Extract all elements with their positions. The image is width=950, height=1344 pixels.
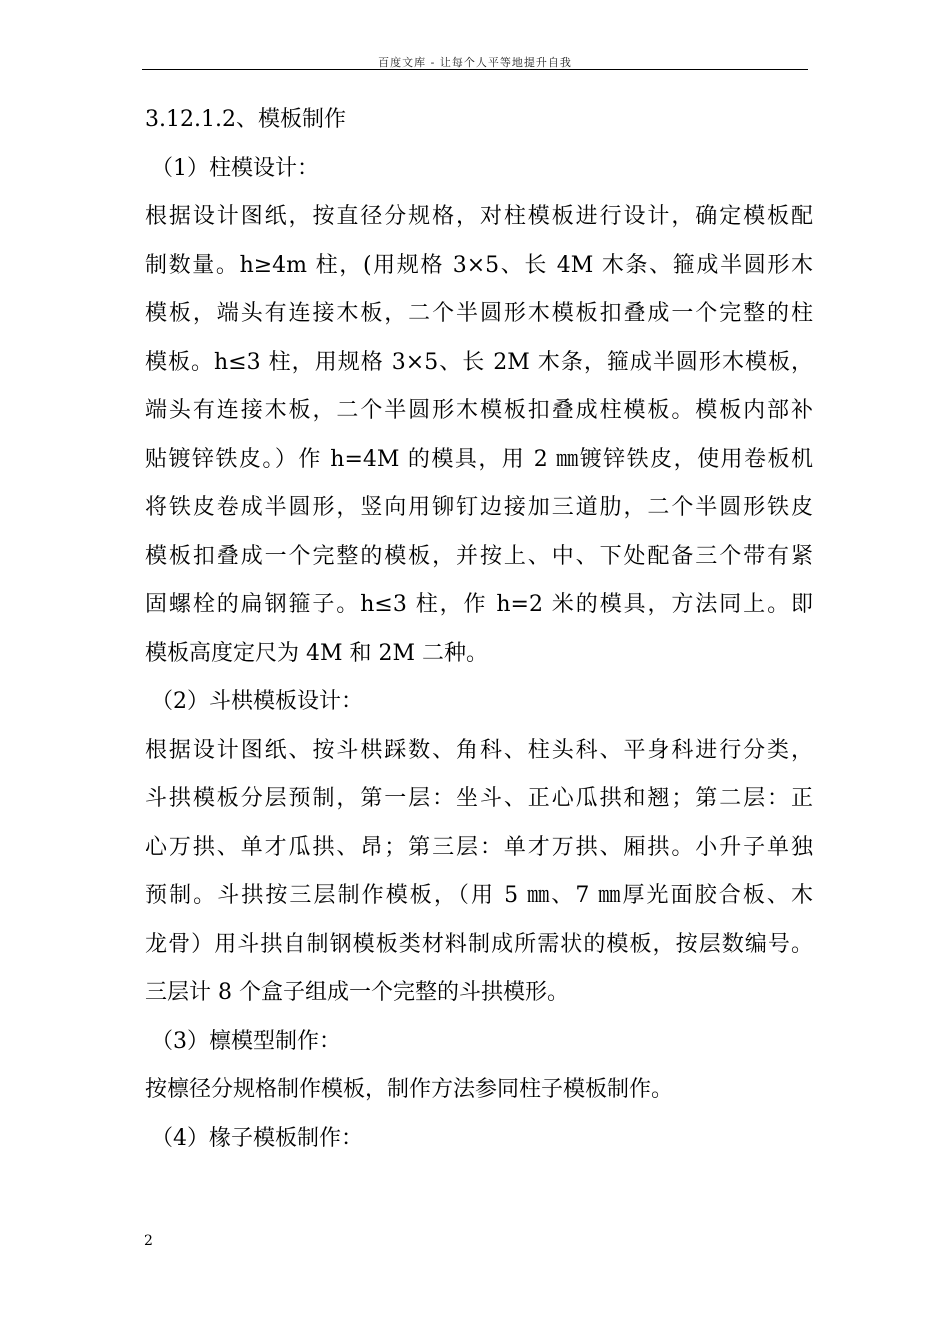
paragraph-line: 按檩径分规格制作模板，制作方法参同柱子模板制作。: [145, 1077, 674, 1102]
paragraph-line: 模板。h≤3 柱，用规格 3×5、长 2M 木条，箍成半圆形木模板，: [145, 349, 813, 375]
page-number: 2: [144, 1233, 153, 1249]
item-heading-rafter-mold: （4）椽子模板制作：: [151, 1125, 363, 1151]
paragraph-line: 固螺栓的扁钢箍子。h≤3 柱，作 h=2 米的模具，方法同上。即: [145, 592, 813, 617]
paragraph-line: 根据设计图纸、按斗栱踩数、角科、柱头科、平身科进行分类，: [145, 737, 813, 763]
paragraph-line: 将铁皮卷成半圆形，竖向用铆钉边接加三道肋，二个半圆形铁皮: [145, 495, 813, 520]
paragraph-line: 龙骨）用斗拱自制钢模板类材料制成所需状的模板，按层数编号。: [145, 931, 813, 957]
paragraph-line: 三层计 8 个盒子组成一个完整的斗拱模形。: [145, 980, 569, 1005]
document-body: [145, 96, 813, 1163]
paragraph-line: 根据设计图纸，按直径分规格，对柱模板进行设计，确定模板配: [145, 204, 813, 229]
item-heading-purlin-mold: （3）檩模型制作：: [151, 1028, 341, 1054]
header-rule: [142, 69, 808, 70]
item-heading-bracket-mold: （2）斗栱模板设计：: [151, 689, 363, 714]
paragraph-line: 制数量。h≥4m 柱，(用规格 3×5、长 4M 木条、箍成半圆形木: [145, 252, 813, 278]
section-title: 3.12.1.2、模板制作: [145, 107, 346, 132]
paragraph-line: 模板，端头有连接木板，二个半圆形木模板扣叠成一个完整的柱: [145, 301, 813, 326]
paragraph-line: 心万拱、单才瓜拱、昂；第三层：单才万拱、厢拱。小升子单独: [145, 834, 813, 860]
page-header: 百度文库 - 让每个人平等地提升自我: [378, 56, 572, 69]
paragraph-line: 模板高度定尺为 4M 和 2M 二种。: [145, 640, 489, 666]
paragraph-line: 预制。斗拱按三层制作模板，（用 5 ㎜、7 ㎜厚光面胶合板、木: [145, 883, 813, 908]
item-heading-column-mold: （1）柱模设计：: [151, 155, 319, 181]
paragraph-line: 模板扣叠成一个完整的模板，并按上、中、下处配备三个带有紧: [145, 543, 813, 569]
paragraph-line: 端头有连接木板，二个半圆形木模板扣叠成柱模板。模板内部补: [145, 398, 813, 423]
paragraph-line: 斗拱模板分层预制，第一层：坐斗、正心瓜拱和翘；第二层：正: [145, 786, 813, 811]
paragraph-line: 贴镀锌铁皮。）作 h=4M 的模具，用 2 ㎜镀锌铁皮，使用卷板机: [145, 446, 813, 472]
